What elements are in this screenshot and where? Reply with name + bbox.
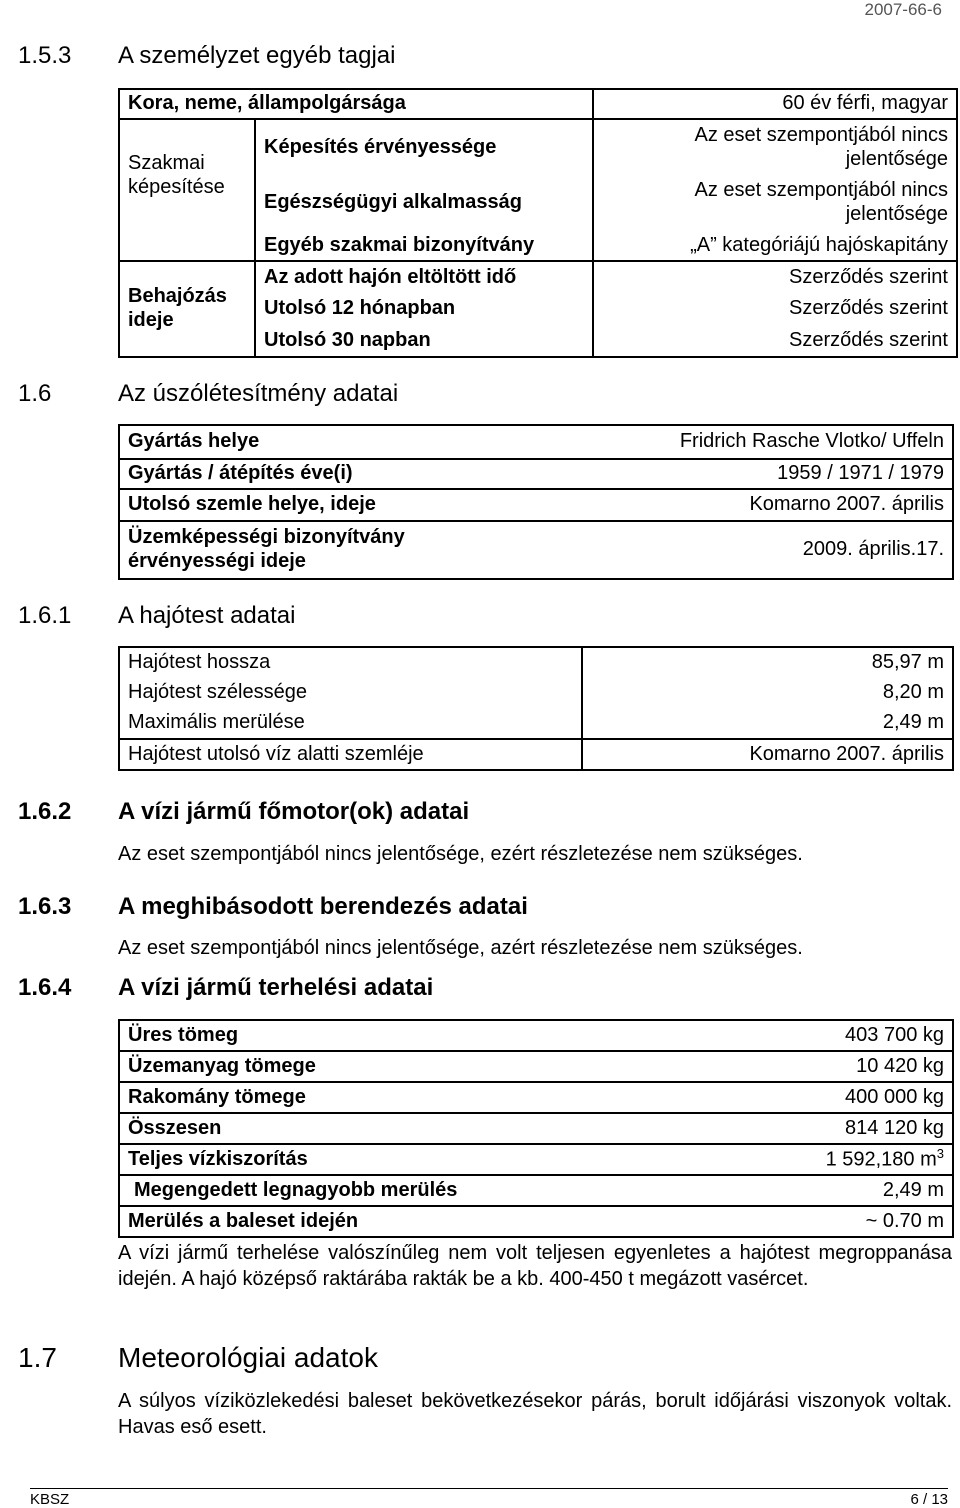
section-title: A vízi jármű főmotor(ok) adatai bbox=[118, 798, 470, 825]
section-heading-1-6 bbox=[18, 380, 918, 412]
hull-row-value: 85,97 m bbox=[871, 650, 944, 673]
other-cert-label: Egyéb szakmai bizonyítvány bbox=[255, 231, 593, 261]
load-row-value: 2,49 m bbox=[719, 1175, 953, 1206]
group-behajozas-label: Behajózás ideje bbox=[119, 261, 255, 357]
vessel-row-value: Fridrich Rasche Vlotko/ Uffeln bbox=[679, 430, 944, 453]
vessel-row-label: Gyártás helye bbox=[128, 430, 260, 453]
health-value: Az eset szempontjából nincs jelentősége bbox=[694, 179, 948, 225]
hull-row-label: Maximális merülése bbox=[119, 708, 582, 739]
time-ship-label: Az adott hajón eltöltött idő bbox=[255, 261, 593, 293]
load-row-label: Összesen bbox=[119, 1113, 719, 1144]
section-text: Az eset szempontjából nincs jelentősége, azért részletezése nem szükséges. bbox=[118, 937, 803, 959]
load-row-value: 814 120 kg bbox=[719, 1113, 953, 1144]
section-number: 1.6 bbox=[18, 380, 52, 407]
unit-exponent: 3 bbox=[936, 1146, 944, 1162]
hull-row-value: 2,49 m bbox=[882, 711, 944, 734]
vessel-row-label: Üzemképességi bizonyítvány érvényességi ideje bbox=[119, 521, 456, 579]
last12-label: Utolsó 12 hónapban bbox=[255, 293, 593, 325]
vessel-row-value: Komarno 2007. április bbox=[456, 489, 953, 521]
load-row-label: Teljes vízkiszorítás bbox=[119, 1144, 719, 1175]
vessel-table bbox=[118, 424, 954, 580]
document-id: 2007-66-6 bbox=[864, 0, 942, 19]
empty-cell bbox=[119, 231, 255, 261]
page-footer bbox=[30, 1488, 948, 1508]
last30-label: Utolsó 30 napban bbox=[255, 325, 593, 357]
load-row-label: Merülés a baleset idején bbox=[119, 1206, 719, 1237]
hull-table bbox=[118, 646, 954, 771]
section-title: Az úszólétesítmény adatai bbox=[118, 380, 399, 407]
section-title: A meghibásodott berendezés adatai bbox=[118, 893, 528, 920]
hull-row-value: 8,20 m bbox=[882, 680, 944, 703]
crew-table bbox=[118, 88, 958, 358]
last12-value: Szerződés szerint bbox=[789, 297, 948, 320]
section-heading-1-6-1 bbox=[18, 602, 918, 634]
section-number: 1.7 bbox=[18, 1342, 57, 1373]
vessel-row-value: 2009. április.17. bbox=[456, 521, 953, 579]
section-title: Meteorológiai adatok bbox=[118, 1342, 378, 1373]
displacement-value: 1 592,180 m bbox=[825, 1149, 937, 1172]
load-row-label: Üzemanyag tömege bbox=[119, 1051, 719, 1082]
load-row-label: Üres tömeg bbox=[128, 1023, 239, 1046]
group-szakmai-label: Szakmai képesítése bbox=[119, 119, 255, 231]
section-number: 1.6.4 bbox=[18, 974, 72, 1001]
vessel-row-value: 1959 / 1971 / 1979 bbox=[456, 459, 953, 489]
vessel-row-label: Utolsó szemle helye, ideje bbox=[119, 489, 456, 521]
load-row-label: Rakomány tömege bbox=[119, 1082, 719, 1113]
footer-org: KBSZ bbox=[30, 1491, 70, 1508]
time-ship-value: Szerződés szerint bbox=[593, 261, 957, 293]
hull-row-label: Hajótest hossza bbox=[119, 647, 582, 677]
health-label: Egészségügyi alkalmasság bbox=[255, 175, 593, 231]
other-cert-value: „A” kategóriájú hajóskapitány bbox=[690, 233, 948, 256]
weather-text: A súlyos víziközlekedési baleset bekövetkezésekor párás, borult időjárási viszonyok voltak. Havas eső esett. bbox=[118, 1390, 952, 1438]
section-title: A vízi jármű terhelési adatai bbox=[118, 974, 434, 1001]
section-number: 1.6.1 bbox=[18, 602, 72, 629]
load-row-label: Megengedett legnagyobb merülés bbox=[119, 1175, 719, 1206]
age-label: Kora, neme, állampolgársága bbox=[119, 89, 593, 119]
load-row-value: 400 000 kg bbox=[719, 1082, 953, 1113]
section-heading-1-5-3 bbox=[18, 42, 918, 74]
cert-validity-label: Képesítés érvényessége bbox=[255, 119, 593, 175]
section-number: 1.5.3 bbox=[18, 42, 72, 69]
hull-row-value: Komarno 2007. április bbox=[582, 739, 953, 770]
load-row-value bbox=[719, 1144, 953, 1175]
section-number: 1.6.2 bbox=[18, 798, 72, 825]
load-row-value: ~ 0.70 m bbox=[719, 1206, 953, 1237]
section-title: A személyzet egyéb tagjai bbox=[118, 42, 396, 69]
section-heading-1-7 bbox=[18, 1342, 918, 1378]
hull-row-label: Hajótest szélessége bbox=[119, 677, 582, 708]
last30-value: Szerződés szerint bbox=[789, 328, 948, 351]
section-title: A hajótest adatai bbox=[118, 602, 296, 629]
load-table bbox=[118, 1019, 954, 1238]
load-row-value: 403 700 kg bbox=[845, 1023, 944, 1046]
section-text: Az eset szempontjából nincs jelentősége, ezért részletezése nem szükséges. bbox=[118, 843, 803, 865]
section-heading-1-6-3 bbox=[18, 893, 918, 925]
vessel-row-label: Gyártás / átépítés éve(i) bbox=[119, 459, 456, 489]
section-heading-1-6-2 bbox=[18, 798, 918, 830]
load-row-value: 10 420 kg bbox=[719, 1051, 953, 1082]
load-note: A vízi jármű terhelése valószínűleg nem volt teljesen egyenletes a hajótest megroppanása idején. A hajó középső raktárába rakták be a kb. 400-450 t megázott vasércet. bbox=[118, 1242, 952, 1290]
age-value: 60 év férfi, magyar bbox=[782, 92, 948, 115]
hull-row-label: Hajótest utolsó víz alatti szemléje bbox=[119, 739, 582, 770]
page-number: 6 / 13 bbox=[910, 1491, 948, 1508]
section-heading-1-6-4 bbox=[18, 974, 918, 1006]
cert-validity-value: Az eset szempontjából nincs jelentősége bbox=[593, 119, 957, 175]
section-number: 1.6.3 bbox=[18, 893, 72, 920]
